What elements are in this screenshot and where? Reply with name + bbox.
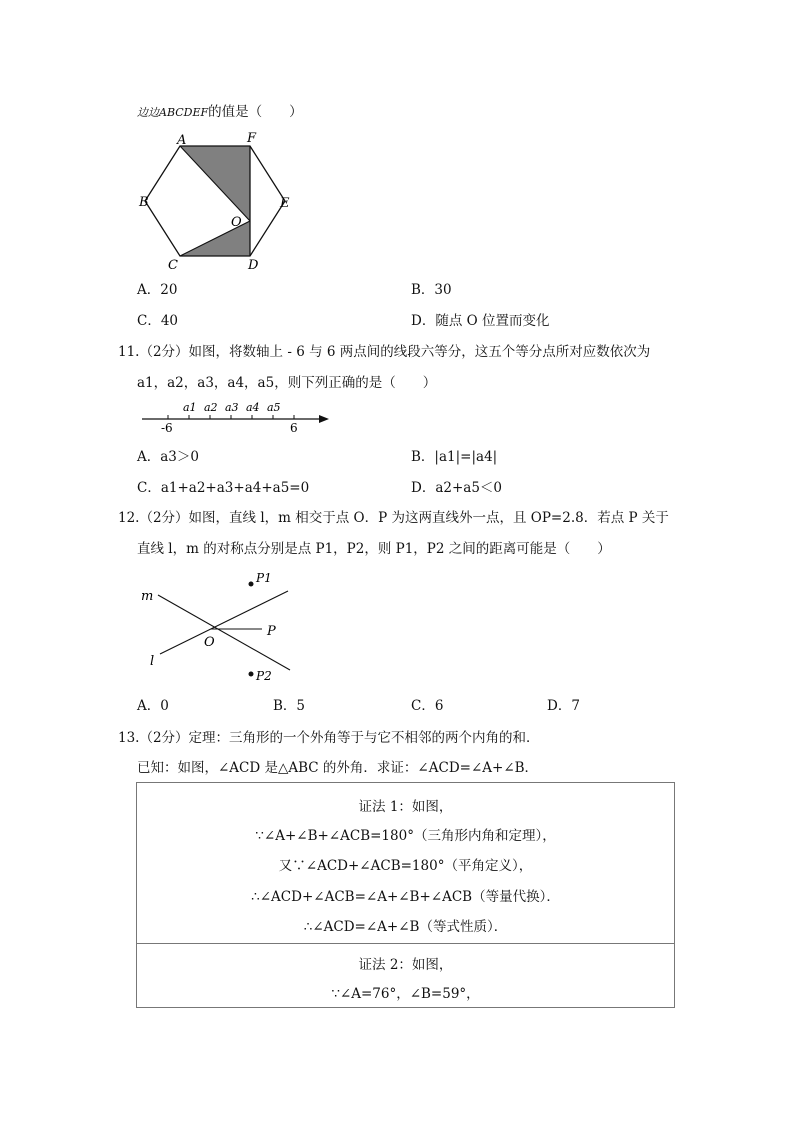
q12-option-a[interactable] [137, 697, 169, 715]
option-key: B． [273, 698, 297, 714]
label-p2: P2 [256, 669, 272, 683]
point-p1 [249, 582, 254, 587]
label-c: C [168, 258, 178, 273]
q11-stem-line1: 11.（2分）如图，将数轴上 - 6 与 6 两点间的线段六等分，这五个等分点所对应数依次为 [118, 344, 651, 360]
option-key: C． [411, 698, 435, 714]
q13-stem-line1: 13.（2分）定理：三角形的一个外角等于与它不相邻的两个内角的和． [118, 730, 540, 746]
option-key: B． [411, 282, 435, 298]
proof2-line1: 证法 2：如图， [358, 957, 453, 973]
q10-stem-prefix: 边边ABCDEF [137, 106, 209, 119]
proof1-line2: ∵∠A+∠B+∠ACB=180°（三角形内角和定理）， [255, 828, 556, 844]
option-key: D． [547, 698, 572, 714]
label-o2: O [204, 635, 215, 650]
option-text: 随点 O 位置而变化 [435, 313, 550, 329]
proof2-line2: ∵∠A=76°，∠B=59°， [331, 986, 480, 1002]
axis-point-a2: a2 [204, 401, 218, 414]
line-l [160, 591, 288, 654]
proof1-line1: 证法 1：如图， [358, 799, 453, 815]
proof1-line4: ∴∠ACD+∠ACB=∠A+∠B+∠ACB（等量代换）． [251, 889, 560, 905]
axis-point-a4: a4 [246, 401, 260, 414]
q11-stem-line2: a1，a2，a3，a4，a5，则下列正确的是（ ） [137, 375, 437, 391]
option-text: |a1|=|a4| [434, 449, 498, 465]
label-a: A [177, 133, 187, 148]
label-p: P [267, 624, 276, 639]
proof1-line3: 又∵∠ACD+∠ACB=180°（平角定义）， [278, 858, 533, 874]
option-text: 0 [160, 698, 169, 714]
option-key: B． [411, 449, 435, 465]
axis-point-a5: a5 [267, 401, 281, 414]
q10-stem-text: 的值是（ ） [208, 104, 303, 120]
option-key: A． [137, 449, 161, 465]
label-l: l [150, 654, 155, 669]
label-d: D [248, 258, 259, 273]
option-text: a3＞0 [160, 449, 199, 465]
option-text: 7 [571, 698, 580, 714]
proof1-line5: ∴∠ACD=∠A+∠B（等式性质）． [303, 919, 508, 935]
label-p1: P1 [256, 571, 272, 585]
label-f: F [247, 131, 257, 146]
q12-stem-line1: 12.（2分）如图，直线 l，m 相交于点 O．P 为这两直线外一点，且 OP=2.8．若点 P 关于 [118, 510, 669, 526]
point-p2 [249, 672, 254, 677]
option-key: A． [137, 698, 161, 714]
q13-stem-line2: 已知：如图，∠ACD 是△ABC 的外角．求证：∠ACD=∠A+∠B． [137, 760, 539, 776]
option-key: C． [137, 313, 161, 329]
q12-stem-line2: 直线 l，m 的对称点分别是点 P1，P2，则 P1，P2 之间的距离可能是（ ） [137, 541, 611, 557]
q13-proof-table [136, 782, 675, 1008]
axis-label-neg6: -6 [161, 421, 173, 435]
option-text: a1+a2+a3+a4+a5=0 [160, 480, 310, 496]
axis-point-a1: a1 [183, 401, 197, 414]
option-key: A． [137, 282, 161, 298]
axis-label-6: 6 [290, 421, 298, 435]
option-key: D． [411, 313, 436, 329]
option-text: 6 [434, 698, 444, 714]
option-text: 40 [160, 313, 179, 329]
option-text: 5 [296, 698, 306, 714]
label-e: E [280, 196, 290, 211]
q12-option-c[interactable] [411, 697, 443, 715]
option-text: a2+a5＜0 [435, 480, 503, 496]
q12-option-b[interactable] [273, 697, 305, 715]
option-text: 30 [434, 282, 452, 298]
option-key: D． [411, 480, 436, 496]
q12-option-d[interactable] [547, 697, 580, 715]
option-text: 20 [160, 282, 178, 298]
label-o: O [231, 215, 242, 230]
option-key: C． [137, 480, 161, 496]
label-b: B [139, 195, 149, 210]
axis-point-a3: a3 [225, 401, 239, 414]
proof-divider [137, 943, 674, 944]
label-m: m [141, 589, 154, 604]
